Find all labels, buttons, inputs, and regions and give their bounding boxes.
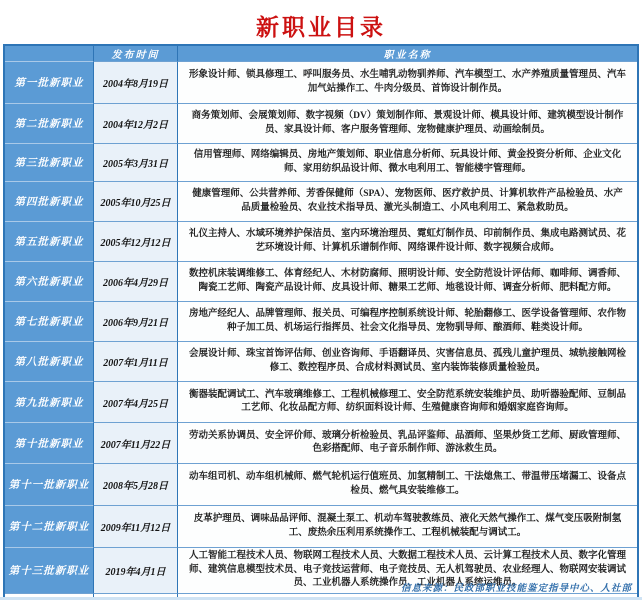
info-source-note: 信息来源：民政部职业技能鉴定指导中心、人社部 [400, 584, 632, 594]
batch-cell: 第七批新职业 [5, 301, 93, 341]
date-cell: 2004年8月19日 [93, 61, 177, 103]
batch-cell: 第二批新职业 [5, 103, 93, 143]
date-cell: 2006年4月29日 [93, 261, 177, 301]
names-cell: 动车组司机、动车组机械师、燃气轮机运行值班员、加氢精制工、干法熄焦工、带温带压堵漏工、设备点检员、燃气具安装维修工。 [177, 463, 637, 505]
names-cell: 礼仪主持人、水域环境养护保洁员、室内环境治理员、霓虹灯制作员、印前制作员、集成电路测试员、花艺环境设计师、计算机乐谱制作师、网络课件设计师、数字视频合成师。 [177, 221, 637, 261]
batch-cell: 第六批新职业 [5, 261, 93, 301]
header-name-cell: 职业名称 [177, 46, 637, 61]
table-row [5, 381, 637, 422]
names-cell: 数控机床装调维修工、体育经纪人、木材防腐师、照明设计师、安全防范设计评估师、咖啡师、调香师、陶瓷工艺师、陶瓷产品设计师、皮具设计师、糖果工艺师、地毯设计师、调查分析师、肥料配方师。 [177, 261, 637, 301]
batch-cell: 第五批新职业 [5, 221, 93, 261]
names-cell: 人工智能工程技术人员、物联网工程技术人员、大数据工程技术人员、云计算工程技术人员、数字化管理师、建筑信息模型技术员、电子竞技运营师、电子竞技员、无人机驾驶员、农业经理人、物联网安装调试员、工业机器人系统操作员、工业机器人系统运维员。 [177, 547, 637, 593]
table-row [5, 301, 637, 341]
names-cell: 形象设计师、锁具修理工、呼叫服务员、水生哺乳动物驯养师、汽车模型工、水产养殖质量管理员、汽车加气站操作工、牛肉分级员、首饰设计制作员。 [177, 61, 637, 103]
table-row [5, 505, 637, 547]
names-cell: 劳动关系协调员、安全评价师、玻璃分析检验员、乳品评鉴师、品酒师、坚果炒货工艺师、厨政管理师、色彩搭配师、电子音乐制作师、游泳救生员。 [177, 422, 637, 463]
names-cell: 健康管理师、公共营养师、芳香保健师（SPA）、宠物医师、医疗救护员、计算机软件产品检验员、水产品质量检验员、农业技术指导员、激光头制造工、小风电利用工、紧急救助员。 [177, 181, 637, 221]
names-cell: 衡器装配调试工、汽车玻璃维修工、工程机械修理工、安全防范系统安装维护员、助听器验配师、豆制品工艺师、化妆品配方师、纺织面料设计师、生殖健康咨询师和婚姻家庭咨询师。 [177, 381, 637, 422]
table-row [5, 143, 637, 181]
names-cell: 会展设计师、珠宝首饰评估师、创业咨询师、手语翻译员、灾害信息员、孤残儿童护理员、城轨接触网检修工、数控程序员、合成材料测试员、室内装饰装修质量检验员。 [177, 341, 637, 381]
table-row [5, 261, 637, 301]
table-row [5, 181, 637, 221]
date-cell: 2009年11月12日 [93, 505, 177, 547]
date-cell: 2005年12月12日 [93, 221, 177, 261]
date-cell: 2019年4月1日 [93, 547, 177, 593]
header-batch-cell [5, 46, 93, 61]
table-row [5, 103, 637, 143]
names-cell: 房地产经纪人、品牌管理师、报关员、可编程序控制系统设计师、轮胎翻修工、医学设备管理师、农作物种子加工员、机场运行指挥员、社会文化指导员、宠物驯导师、酿酒师、鞋类设计师。 [177, 301, 637, 341]
date-cell: 2005年10月25日 [93, 181, 177, 221]
new-occupations-table [3, 44, 639, 600]
table-row [5, 463, 637, 505]
batch-cell: 第八批新职业 [5, 341, 93, 381]
names-cell: 商务策划师、会展策划师、数字视频（DV）策划制作师、景观设计师、模具设计师、建筑模型设计制作员、家具设计师、客户服务管理师、宠物健康护理员、动画绘制员。 [177, 103, 637, 143]
table-row [5, 221, 637, 261]
date-cell: 2004年12月2日 [93, 103, 177, 143]
batch-cell: 第十一批新职业 [5, 463, 93, 505]
batch-cell: 第十二批新职业 [5, 505, 93, 547]
batch-cell: 第十批新职业 [5, 422, 93, 463]
batch-cell: 第九批新职业 [5, 381, 93, 422]
batch-cell: 第三批新职业 [5, 143, 93, 181]
date-cell: 2005年3月31日 [93, 143, 177, 181]
header-date-cell: 发布时间 [93, 46, 177, 61]
batch-cell: 第一批新职业 [5, 61, 93, 103]
date-cell: 2007年4月25日 [93, 381, 177, 422]
date-cell: 2007年11月22日 [93, 422, 177, 463]
batch-cell: 第四批新职业 [5, 181, 93, 221]
page-title: 新职业目录 [256, 15, 386, 40]
names-cell: 皮革护理员、调味品品评师、混凝土泵工、机动车驾驶教练员、液化天然气操作工、煤气变压吸附制氢工、废热余压利用系统操作工、工程机械装配与调试工。 [177, 505, 637, 547]
date-cell: 2007年1月11日 [93, 341, 177, 381]
table-row [5, 61, 637, 103]
names-cell: 信用管理师、网络编辑员、房地产策划师、职业信息分析师、玩具设计师、黄金投资分析师、企业文化师、家用纺织品设计师、微水电利用工、智能楼宇管理师。 [177, 143, 637, 181]
table-row [5, 341, 637, 381]
table-row [5, 422, 637, 463]
batch-cell: 第十三批新职业 [5, 547, 93, 593]
date-cell: 2006年9月21日 [93, 301, 177, 341]
table-header-row [5, 46, 637, 61]
date-cell: 2008年5月28日 [93, 463, 177, 505]
